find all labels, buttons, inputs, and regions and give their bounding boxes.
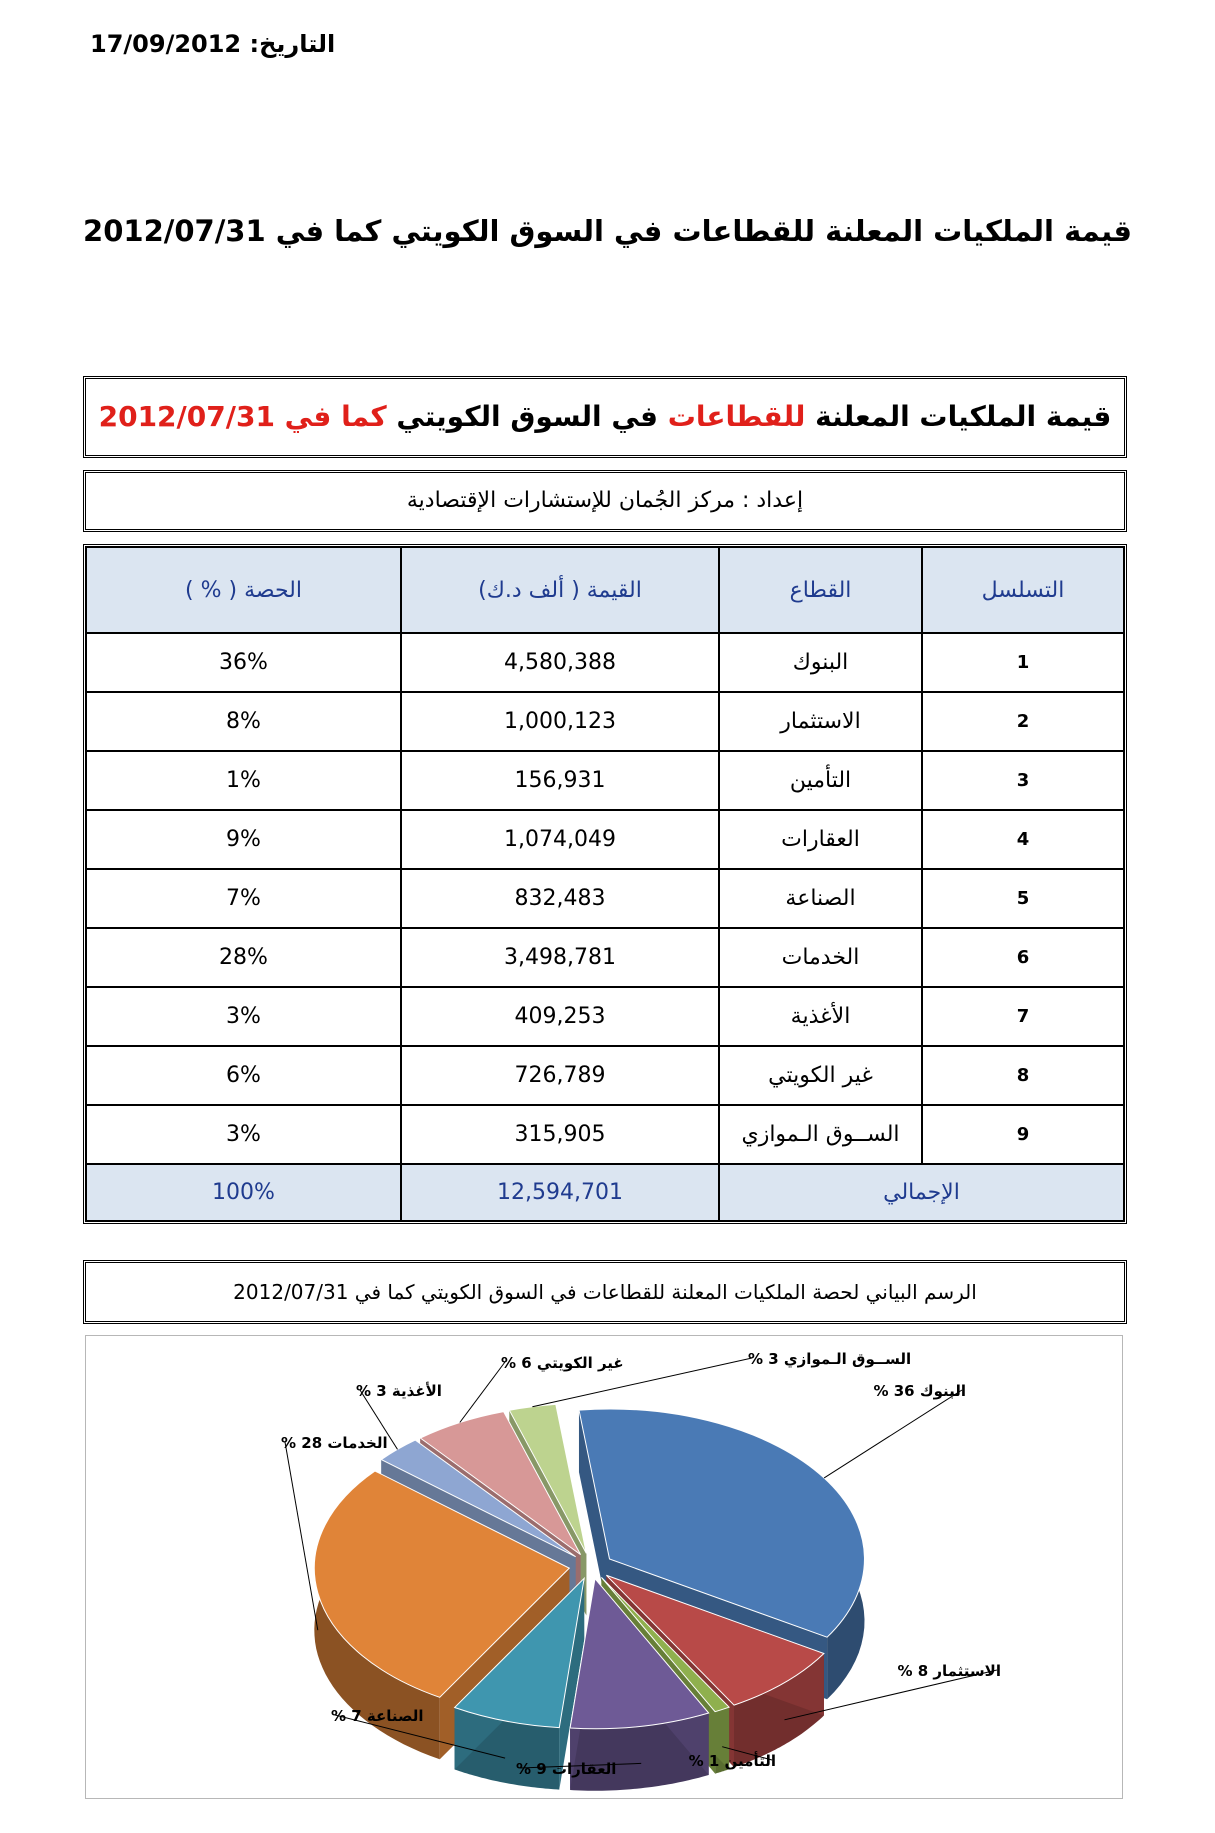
row-seq: 9 (922, 1105, 1124, 1164)
pie-label: الاستثمار 8 % (897, 1662, 1001, 1680)
row-share: 6% (86, 1046, 401, 1105)
table-header-row (86, 547, 1124, 633)
table-row (86, 692, 1124, 751)
pie-chart-frame (85, 1335, 1123, 1799)
row-share: 8% (86, 692, 401, 751)
total-share: 100% (86, 1164, 401, 1221)
row-sector: الخدمات (719, 928, 922, 987)
chart-title: الرسم البياني لحصة الملكيات المعلنة للقطاعات في السوق الكويتي كما في 2012/07/31 (83, 1260, 1127, 1324)
row-sector: الصناعة (719, 869, 922, 928)
row-value: 3,498,781 (401, 928, 719, 987)
prepared-by: إعداد : مركز الجُمان للإستشارات الإقتصادية (83, 470, 1127, 532)
table-row (86, 869, 1124, 928)
pie-label: الخدمات 28 % (281, 1434, 388, 1452)
sector-table (83, 544, 1127, 1224)
pie-label: الســوق الـموازي 3 % (748, 1350, 912, 1368)
pie-leader-line (285, 1442, 318, 1630)
table-title-part3: في السوق الكويتي (386, 400, 668, 433)
row-sector: غير الكويتي (719, 1046, 922, 1105)
row-seq: 5 (922, 869, 1124, 928)
pie-label: الأغذية 3 % (356, 1382, 442, 1400)
total-value: 12,594,701 (401, 1164, 719, 1221)
row-share: 28% (86, 928, 401, 987)
row-sector: الســوق الـموازي (719, 1105, 922, 1164)
pie-chart (86, 1336, 1122, 1798)
header-sector: القطاع (719, 547, 922, 633)
row-sector: الاستثمار (719, 692, 922, 751)
table-row (86, 1046, 1124, 1105)
pie-label: غير الكويتي 6 % (501, 1354, 624, 1372)
row-value: 1,000,123 (401, 692, 719, 751)
row-seq: 1 (922, 633, 1124, 692)
total-label: الإجمالي (719, 1164, 1124, 1221)
row-share: 9% (86, 810, 401, 869)
row-share: 7% (86, 869, 401, 928)
header-value: القيمة ( ألف د.ك) (401, 547, 719, 633)
row-sector: الأغذية (719, 987, 922, 1046)
table-total-row (86, 1164, 1124, 1221)
row-value: 4,580,388 (401, 633, 719, 692)
row-value: 156,931 (401, 751, 719, 810)
header-seq: التسلسل (922, 547, 1124, 633)
pie-label: التأمين 1 % (688, 1752, 776, 1770)
pie-label: الصناعة 7 % (331, 1707, 424, 1725)
table-row (86, 751, 1124, 810)
table-row (86, 987, 1124, 1046)
table-title-part4: كما في 2012/07/31 (98, 400, 387, 433)
row-seq: 6 (922, 928, 1124, 987)
row-share: 3% (86, 987, 401, 1046)
report-date (90, 30, 335, 58)
row-value: 832,483 (401, 869, 719, 928)
table-row (86, 810, 1124, 869)
row-sector: العقارات (719, 810, 922, 869)
table-title-part2: للقطاعات (667, 400, 806, 433)
date-label: التاريخ: (249, 30, 336, 58)
pie-label: البنوك 36 % (873, 1382, 966, 1400)
pie-label: العقارات 9 % (516, 1760, 617, 1778)
row-seq: 2 (922, 692, 1124, 751)
row-seq: 3 (922, 751, 1124, 810)
page-title: قيمة الملكيات المعلنة للقطاعات في السوق الكويتي كما في 2012/07/31 (83, 214, 1132, 248)
row-share: 1% (86, 751, 401, 810)
table-title-box (83, 376, 1127, 458)
row-value: 409,253 (401, 987, 719, 1046)
table-title-part1: قيمة الملكيات المعلنة (805, 400, 1112, 433)
table-row (86, 1105, 1124, 1164)
row-sector: البنوك (719, 633, 922, 692)
date-value: 17/09/2012 (90, 30, 242, 58)
row-seq: 7 (922, 987, 1124, 1046)
row-share: 3% (86, 1105, 401, 1164)
row-value: 726,789 (401, 1046, 719, 1105)
row-value: 315,905 (401, 1105, 719, 1164)
table-row (86, 928, 1124, 987)
row-seq: 4 (922, 810, 1124, 869)
table-row (86, 633, 1124, 692)
header-share: الحصة ( % ) (86, 547, 401, 633)
row-sector: التأمين (719, 751, 922, 810)
row-seq: 8 (922, 1046, 1124, 1105)
row-value: 1,074,049 (401, 810, 719, 869)
pie-leader-line (824, 1390, 962, 1478)
row-share: 36% (86, 633, 401, 692)
